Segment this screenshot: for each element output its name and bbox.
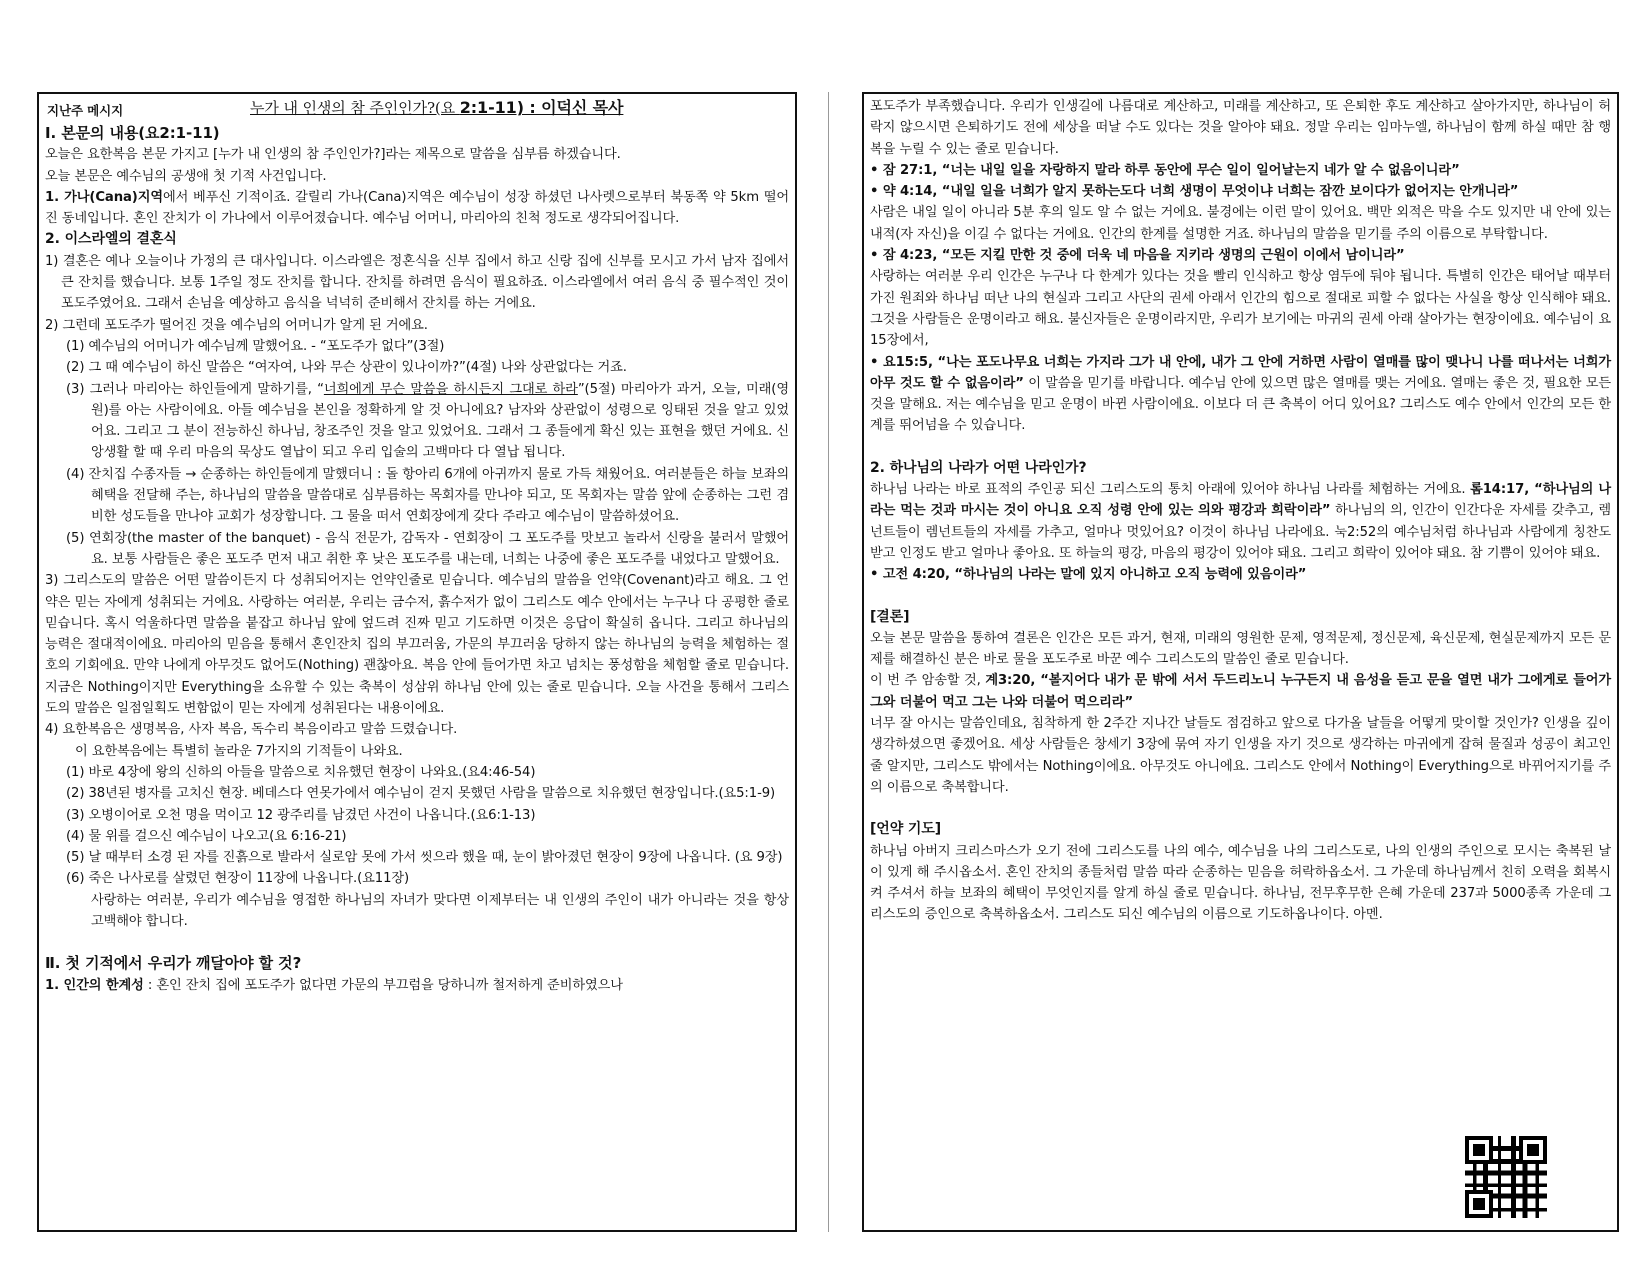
verse-james-4-14: • 약 4:14, “내일 일을 너희가 알지 못하는도다 너희 생명이 무엇이냐 너희는 잠깐 보이다가 없어지는 안개니라” bbox=[870, 184, 1519, 200]
intro-line-2: 오늘 본문은 예수님의 공생애 첫 기적 사건입니다. bbox=[45, 168, 327, 184]
point-2-item-2: 2) 그런데 포도주가 떨어진 것을 예수님의 어머니가 알게 된 거에요. bbox=[45, 317, 428, 333]
point-2-item-1: 1) 결혼은 예나 오늘이나 가정의 큰 대사입니다. 이스라엘은 정혼식을 신부 집에서 하고 신랑 집에 신부를 모시고 가서 남자 집에서 큰 잔치를 했습니다. 보통 1주일 정도 잔치를 합니다. 잔치를 하려면 음식이 필요하죠. 이스라엘에서 여러 음식 중 필수적인 것이 포도주였어요. 그래서 손님을 예상하고 음식을 넉넉히 준비해서 잔치를 하는 거에요. bbox=[45, 253, 789, 312]
verse-john-15-5: • 요15:5, “나는 포도나무요 너희는 가지라 그가 내 안에, 내가 그 안에 거하면 사람이 열매를 많이 맺나니 나를 떠나서는 너희가 아무 것도 할 수 없음이라” bbox=[870, 354, 1611, 391]
point-2-sub-3 bbox=[45, 379, 789, 464]
column-divider bbox=[828, 92, 829, 1232]
point-3-paragraph: 3) 그리스도의 말씀은 어떤 말씀이든지 다 성취되어지는 언약인줄로 믿습니다. 예수님의 말씀을 언약(Covenant)라고 해요. 그 언약은 믿는 자에게 성취되는 거에요. 사랑하는 여러분, 우리는 금수저, 흙수저가 없이 그리스도 예수 안에서는 누구나 다 공평한 줄로 믿습니다. 혹시 억울하다면 말씀을 붙잡고 하나님 앞에 엎드려 진짜 믿고 기도하면 이것은 응답이 확실히 옵니다. 그리고 하나님의 능력은 절대적이에요. 마리아의 믿음을 통해서 혼인잔치 집의 부끄러움, 가문의 부끄러움 당하지 않는 하나님의 능력을 체험하는 절호의 기회에요. 만약 나에게 아무것도 없어도(Nothing) 괜찮아요. 복음 안에 들어가면 차고 넘치는 풍성함을 체험할 줄로 믿습니다. 지금은 Nothing이지만 Everything을 소유할 수 있는 축복이 성삼위 하나님 안에 있는 줄로 믿습니다. 오늘 사건을 통해서 그리스도의 말씀은 일점일획도 변함없이 믿는 자에게 성취된다는 내용이에요. bbox=[45, 573, 789, 717]
vine-paragraph bbox=[870, 352, 1611, 437]
point-1-label: 1. 가나(Cana)지역 bbox=[45, 189, 164, 205]
miracle-1: (1) 바로 4장에 왕의 신하의 아들을 말씀으로 치유했던 현장이 나와요.(요4:46-54) bbox=[66, 764, 536, 780]
miracle-2: (2) 38년된 병자를 고치신 현장. 베데스다 연못가에서 예수님이 걷지 못했던 사람을 말씀으로 치유했던 현장입니다.(요5:1-9) bbox=[66, 786, 776, 802]
vine-text: 이 말씀을 믿기를 바랍니다. 예수님 안에 있으면 많은 열매를 맺는 거에요. 열매는 좋은 것, 필요한 모든 것을 말해요. 저는 예수님을 믿고 운명이 바뀐 사람이에요. 이보다 더 큰 축복이 어디 있어요? 그리스도 예수 안에서 인간의 모든 한계를 뛰어넘을 수 있습니다. bbox=[870, 375, 1611, 434]
kingdom-heading: 2. 하나님의 나라가 어떤 나라인가? bbox=[870, 459, 1087, 476]
intro-line-1: 오늘은 요한복음 본문 가지고 [누가 내 인생의 참 주인인가?]라는 제목으로 말씀을 심부름 하겠습니다. bbox=[45, 147, 621, 163]
point-2-sub-1: (1) 예수님의 어머니가 예수님께 말했어요. - “포도주가 없다”(3절) bbox=[66, 338, 445, 354]
miracle-4: (4) 물 위를 걸으신 예수님이 나오고(요 6:16-21) bbox=[66, 828, 347, 844]
memory-verse-paragraph bbox=[870, 670, 1611, 713]
reflection-paragraph: 너무 잘 아시는 말씀인데요, 침착하게 한 2주간 지나간 날들도 점검하고 앞으로 다가올 날들을 어떻게 맞이할 것인가? 인생을 깊이 생각하셨으면 좋겠어요. 세상 사람들은 창세기 3장에 묶여 자기 인생을 자기 것으로 생각하는 마귀에게 잡혀 물질과 성공이 최고인 줄 알지만, 그리스도 밖에서는 Nothing이에요. 아무것도 아니에요. 그리스도 안에서 Nothing이 Everything으로 바뀌어지기를 주의 이름으로 축복합니다. bbox=[870, 716, 1611, 795]
section-2-point-1-label: 1. 인간의 한계성 bbox=[45, 977, 144, 993]
left-column bbox=[37, 92, 797, 1232]
sermon-title-ref: 2:1-11) : 이덕신 목사 bbox=[459, 98, 624, 117]
qr-code-icon[interactable] bbox=[1465, 1136, 1547, 1218]
verse-proverbs-4-23: • 잠 4:23, “모든 지킬 만한 것 중에 더욱 네 마음을 지키라 생명의 근원이 이에서 남이니라” bbox=[870, 248, 1405, 264]
fate-paragraph: 사랑하는 여러분 우리 인간은 누구나 다 한계가 있다는 것을 빨리 인식하고 항상 염두에 둬야 됩니다. 특별히 인간은 태어날 때부터 가진 원죄와 하나님 떠난 나의 현실과 그리고 사단의 권세 아래서 인간의 힘으로 절대로 피할 수 없다는 사실을 항상 인식해야 돼요. 그것을 사람들은 운명이라고 해요. 불신자들은 운명이라지만, 우리가 보기에는 마귀의 권세 아래 살아가는 현장이에요. 예수님이 요15장에서, bbox=[870, 269, 1611, 349]
section-2-point-1 bbox=[45, 975, 789, 996]
point-2-heading: 2. 이스라엘의 결혼식 bbox=[45, 231, 177, 248]
section-2-point-1-text: : 혼인 잔치 집에 포도주가 없다면 가문의 부끄럼을 당하니까 철저하게 준비하였으나 bbox=[143, 977, 623, 993]
prayer-paragraph: 하나님 아버지 크리스마스가 오기 전에 그리스도를 나의 예수, 예수님을 나의 그리스도로, 나의 인생의 주인으로 모시는 축복된 날이 있게 해 주시옵소서. 혼인 잔치의 종들처럼 말씀 따라 순종하는 믿음을 허락하옵소서. 그 가운데 하나님께서 친히 오력을 회복시켜 주셔서 하늘 보좌의 혜택이 무엇인지를 알게 하실 줄로 믿습니다. 하나님, 전무후무한 은혜 가운데 237과 5000종족 가운데 그리스도의 증인으로 축복하옵소서. 그리스도 되신 예수님의 이름으로 기도하옵나이다. 아멘. bbox=[870, 843, 1611, 923]
point-2-sub-5: (5) 연회장(the master of the banquet) - 음식 전문가, 감독자 - 연회장이 그 포도주를 맛보고 놀라서 신랑을 불러서 말했어요. 보통 사람들은 좋은 포도주 먼저 내고 취한 후 낮은 포도주를 내는데, 너희는 나중에 좋은 포도주를 내었다고 말했어요. bbox=[66, 530, 789, 567]
prayer-heading: [언약 기도] bbox=[870, 821, 942, 838]
kingdom-text-a: 하나님 나라는 바로 표적의 주인공 되신 그리스도의 통치 아래에 있어야 하나님 나라를 체험하는 거에요. bbox=[870, 482, 1471, 498]
sub-3-text-b: ”(5절) 마리아가 과거, 오늘, 미래(영원)를 아는 사람이에요. 아들 예수님을 본인을 정확하게 알 것 아니에요? 남자와 상관없이 성령으로 잉태된 것을 알고 있었어요. 그리고 그 분이 전능하신 하나님, 창조주인 것을 알고 있었어요. 그래서 그 종들에게 확신 있는 표현을 했던 거에요. 신앙생활 할 때 우리 마음의 묵상도 열납이 되고 우리 입술의 고백마다 다 열납 됩니다. bbox=[91, 381, 789, 461]
header-label: 지난주 메시지 bbox=[47, 103, 124, 118]
sub-3-text-a: (3) 그러나 마리아는 하인들에게 말하기를, “ bbox=[66, 381, 324, 397]
point-1-paragraph bbox=[45, 187, 789, 230]
kingdom-paragraph bbox=[870, 479, 1611, 564]
continued-paragraph: 포도주가 부족했습니다. 우리가 인생길에 나름대로 계산하고, 미래를 계산하고, 또 은퇴한 후도 계산하고 살아가지만, 하나님이 허락지 않으시면 은퇴하기도 전에 세상을 떠날 수도 있다는 것을 알아야 돼요. 정말 우리는 임마누엘, 하나님이 함께 하실 때만 참 행복을 누릴 수 있는 줄로 믿습니다. bbox=[870, 99, 1611, 157]
point-2-sub-4: (4) 잔치집 수종자들 → 순종하는 하인들에게 말했더니 : 돌 항아리 6개에 아귀까지 물로 가득 채웠어요. 여러분들은 하늘 보좌의 혜택을 전달해 주는, 하나님의 말씀을 말씀대로 심부름하는 목회자를 만나야 되고, 또 목회자는 말씀 앞에 순종하는 그런 겸비한 성도들을 만나야 교회가 성장합니다. 그 물을 떠서 연회장에게 갖다 주라고 예수님이 말씀하셨어요. bbox=[66, 466, 789, 525]
point-4-closing: 사랑하는 여러분, 우리가 예수님을 영접한 하나님의 자녀가 맞다면 이제부터는 내 인생의 주인이 내가 아니라는 것을 항상 고백해야 합니다. bbox=[91, 892, 789, 929]
point-4-intro: 이 요한복음에는 특별히 놀라운 7가지의 기적들이 나와요. bbox=[75, 743, 403, 759]
verse-proverbs-27-1: • 잠 27:1, “너는 내일 일을 자랑하지 말라 하루 동안에 무슨 일이 일어날는지 네가 알 수 없음이니라” bbox=[870, 162, 1460, 178]
point-4-paragraph: 4) 요한복음은 생명복음, 사자 복음, 독수리 복음이라고 말씀 드렸습니다. bbox=[45, 722, 458, 738]
sermon-title-text: 누가 내 인생의 참 주인인가?(요 bbox=[250, 99, 460, 117]
verse-rev-3-20: 계3:20, “볼지어다 내가 문 밖에 서서 두드리노니 누구든지 내 음성을 듣고 문을 열면 내가 그에게로 들어가 그와 더불어 먹고 그는 나와 더불어 먹으리라” bbox=[870, 673, 1612, 710]
memory-verse-intro: 이 번 주 암송할 것, bbox=[870, 673, 986, 689]
miracle-5: (5) 날 때부터 소경 된 자를 진흙으로 발라서 실로암 못에 가서 씻으라 했을 때, 눈이 밝아졌던 현장이 9장에 나옵니다. (요 9장) bbox=[66, 850, 783, 866]
sermon-title bbox=[250, 97, 623, 119]
section-1-heading: Ⅰ. 본문의 내용(요2:1-11) bbox=[45, 124, 220, 142]
point-2-sub-2: (2) 그 때 예수님이 하신 말씀은 “여자여, 나와 무슨 상관이 있나이까?”(4절) 나와 상관없다는 거죠. bbox=[66, 360, 627, 376]
point-1-text: 에서 베푸신 기적이죠. 갈릴리 가나(Cana)지역은 예수님이 성장 하셨던 나사렛으로부터 북동쪽 약 5km 떨어진 동네입니다. 혼인 잔치가 이 가나에서 이루어졌습니다. 예수님 어머니, 마리아의 친척 정도로 생각되어집니다. bbox=[45, 189, 789, 227]
sub-3-quote: 너희에게 무슨 말씀을 하시든지 그대로 하라 bbox=[323, 381, 578, 397]
limits-paragraph: 사람은 내일 일이 아니라 5분 후의 일도 알 수 없는 거에요. 불경에는 이런 말이 있어요. 백만 외적은 막을 수도 있지만 내 안에 있는 내적(자 자신)을 이길 수 없다는 거에요. 인간의 한계를 설명한 거죠. 하나님의 말씀을 믿기를 주의 이름으로 부탁합니다. bbox=[870, 205, 1611, 242]
section-2-heading: Ⅱ. 첫 기적에서 우리가 깨달아야 할 것? bbox=[45, 954, 302, 973]
message-header bbox=[45, 96, 789, 122]
kingdom-text-b: 하나님의 의, 인간이 인간다운 자세를 갖추고, 렘넌트들이 렘넌트들의 자세를 가추고, 얼마나 멋있어요? 이것이 하나님 나라에요. 눅2:52의 예수님처럼 하나님과 사람에게 칭찬도 받고 인정도 받고 얼마나 좋아요. 또 하늘의 평강, 마음의 평강이 있어야 돼요. 그리고 희락이 있어야 돼요. 참 기쁨이 있어야 돼요. bbox=[870, 503, 1611, 561]
right-column bbox=[862, 92, 1619, 1232]
verse-romans-14-17: 롬14:17, “하나님의 나라는 먹는 것과 마시는 것이 아니요 오직 성령 안에 있는 의와 평강과 희락이라” bbox=[870, 482, 1611, 519]
miracle-6: (6) 죽은 나사로를 살렸던 현장이 11장에 나옵니다.(요11장) bbox=[66, 871, 410, 887]
conclusion-heading: [결론] bbox=[870, 608, 910, 625]
verse-1cor-4-20: • 고전 4:20, “하나님의 나라는 말에 있지 아니하고 오직 능력에 있음이라” bbox=[870, 567, 1307, 583]
miracle-3: (3) 오병이어로 오천 명을 먹이고 12 광주리를 남겼던 사건이 나옵니다.(요6:1-13) bbox=[66, 807, 536, 823]
conclusion-paragraph: 오늘 본문 말씀을 통하여 결론은 인간은 모든 과거, 현재, 미래의 영원한 문제, 영적문제, 정신문제, 육신문제, 현실문제까지 모든 문제를 해결하신 분은 바로 물을 포도주로 바꾼 예수 그리스도의 말씀인 줄로 믿습니다. bbox=[870, 630, 1611, 668]
